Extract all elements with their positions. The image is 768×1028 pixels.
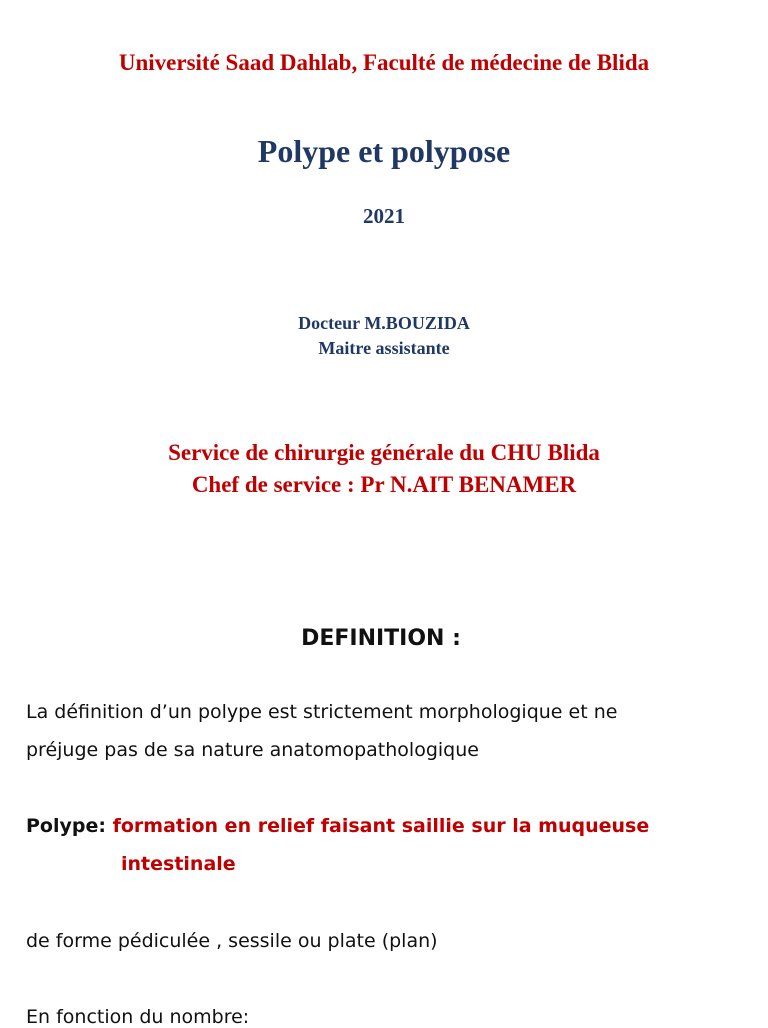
forme-text: de forme pédiculée , sessile ou plate (plan) (26, 930, 438, 952)
author-role: Maitre assistante (318, 338, 450, 358)
university-header: Université Saad Dahlab, Faculté de médecine de Blida (118, 50, 650, 75)
author-name: Docteur M.BOUZIDA (298, 313, 470, 333)
definition-text-line-1: La définition d’un polype est strictement morphologique et ne (26, 701, 618, 723)
fonction-text: En fonction du nombre: (26, 1006, 250, 1028)
definition-text-line-2: préjuge pas de sa nature anatomopathologique (26, 739, 479, 761)
definition-heading: DEFINITION : (301, 626, 461, 651)
document-title: Polype et polypose (257, 133, 511, 169)
service-name: Service de chirurgie générale du CHU Blida (168, 440, 600, 465)
document-year: 2021 (363, 204, 405, 228)
polype-label: Polype: (26, 815, 113, 837)
polype-text-line-1: formation en relief faisant saillie sur la muqueuse (112, 815, 650, 837)
chef-de-service: Chef de service : Pr N.AIT BENAMER (191, 472, 577, 497)
polype-text-line-2: intestinale (121, 853, 236, 875)
polype-definition (26, 815, 649, 837)
